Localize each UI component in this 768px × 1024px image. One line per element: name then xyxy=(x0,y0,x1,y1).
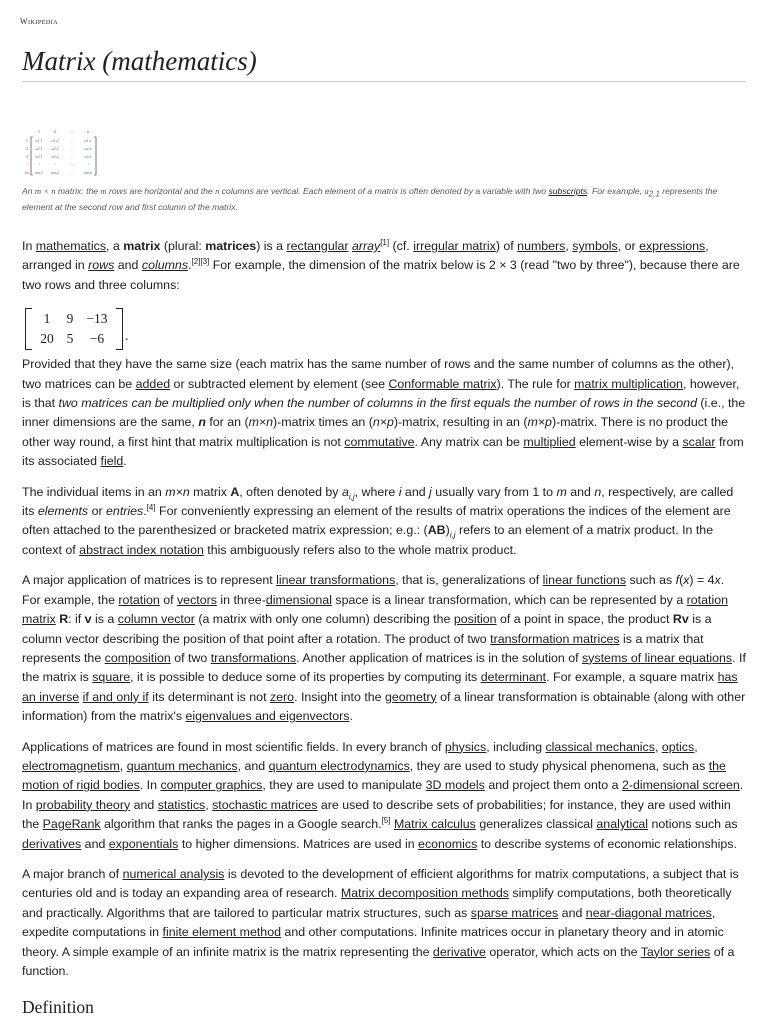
link-irregular-matrix[interactable]: irregular matrix xyxy=(413,239,496,253)
link-multiplied[interactable]: multiplied xyxy=(523,434,576,449)
link-columns[interactable]: columns xyxy=(141,258,189,273)
matrix-cell: 20 xyxy=(40,331,54,347)
entry-vdots-2: ⋮ xyxy=(53,162,57,167)
col-label-2: 2 xyxy=(53,129,57,134)
section-heading-definition[interactable]: Definition xyxy=(22,997,94,1018)
link-matrix-decomposition-methods[interactable]: Matrix decomposition methods xyxy=(340,886,509,901)
title-divider xyxy=(22,81,746,82)
intro-paragraph: In mathematics, a matrix (plural: matrices) is a rectangular array[1] (cf. irregular matrix) of numbers, symbols, or expressions, arranged in rows and columns.[2][3] For example, the dimension of the matrix below is 2 × 3 (read "two by three"), because there are two rows and three columns: xyxy=(22,237,740,292)
link-abstract-index-notation[interactable]: abstract index notation xyxy=(79,542,204,557)
link-near-diagonal-matrices[interactable]: near-diagonal matrices xyxy=(585,905,712,920)
matrix-cell: 1 xyxy=(43,311,51,327)
article-body xyxy=(22,237,746,1019)
entry-3-1: a3,1 xyxy=(35,154,43,159)
link-electromagnetism[interactable]: electromagnetism xyxy=(22,758,120,773)
link-2d-screen[interactable]: 2-dimensional screen xyxy=(621,778,740,793)
link-rectangular[interactable]: rectangular xyxy=(286,239,349,253)
link-economics[interactable]: economics xyxy=(418,836,478,851)
entry-3-2: a3,2 xyxy=(51,154,59,159)
link-numerical-analysis[interactable]: numerical analysis xyxy=(122,866,225,881)
link-mathematics[interactable]: mathematics xyxy=(35,239,107,253)
citation-4[interactable]: [4] xyxy=(146,502,156,512)
link-linear-transformations[interactable]: linear transformations xyxy=(276,573,396,588)
link-quantum-electrodynamics[interactable]: quantum electrodynamics xyxy=(268,758,410,773)
entry-1-n: a1,n xyxy=(84,138,92,143)
matrix-entries xyxy=(35,138,92,176)
link-composition[interactable]: composition xyxy=(104,650,171,665)
link-physics[interactable]: physics xyxy=(444,739,487,754)
left-bracket xyxy=(31,137,33,175)
link-finite-element-method[interactable]: finite element method xyxy=(162,925,281,940)
matrix-cell: 9 xyxy=(66,311,74,327)
entry-2-1: a2,1 xyxy=(35,146,43,151)
link-derivatives[interactable]: derivatives xyxy=(22,836,82,851)
link-statistics[interactable]: statistics xyxy=(157,797,206,812)
link-rows[interactable]: rows xyxy=(88,258,115,273)
link-if-and-only-if[interactable]: if and only if xyxy=(82,689,149,704)
citation-2-3[interactable]: [2][3] xyxy=(191,257,210,267)
entry-vdots-1: ⋮ xyxy=(37,162,41,167)
matrix-left-bracket xyxy=(25,308,32,350)
entry-2-dots: … xyxy=(70,146,74,151)
link-subscripts[interactable]: subscripts xyxy=(548,186,588,196)
col-label-n: n xyxy=(86,129,90,134)
matrix-period: . xyxy=(125,328,129,344)
link-geometry[interactable]: geometry xyxy=(385,689,437,704)
link-vectors[interactable]: vectors xyxy=(176,592,217,607)
link-computer-graphics[interactable]: computer graphics xyxy=(160,778,263,793)
matrix-right-bracket xyxy=(116,308,123,350)
entry-1-dots: … xyxy=(70,138,74,143)
matrix-cell: −6 xyxy=(89,331,105,347)
link-position[interactable]: position xyxy=(453,612,497,627)
page-title: Matrix (mathematics) xyxy=(22,46,257,76)
col-label-ellipsis: … xyxy=(69,129,75,134)
matrix-diagram-image[interactable] xyxy=(22,128,98,176)
link-taylor-series[interactable]: Taylor series xyxy=(640,944,711,959)
link-expressions[interactable]: expressions xyxy=(639,239,706,253)
link-derivative[interactable]: derivative xyxy=(432,944,486,959)
link-zero[interactable]: zero xyxy=(269,689,295,704)
entry-2-n: a2,n xyxy=(84,146,92,151)
elements-paragraph: The individual items in an m×n matrix A, often denoted by $a_{i,j}$, where i and j usually vary from 1 to m and n, respectively, are called its elements or entries.[4] For conveniently expressing an element of the results of matrix operations the indices of the element are often attached to the parenthesized or bracketed matrix expression; e.g.: $(AB)_{i,j}$ refers to an element of a matrix product. In the context of abstract index notation this ambiguously refers also to the whole matrix product. xyxy=(22,484,734,557)
link-matrix-calculus[interactable]: Matrix calculus xyxy=(393,817,476,832)
matrix-cell: 5 xyxy=(66,331,74,347)
link-symbols[interactable]: symbols xyxy=(572,239,618,253)
link-array[interactable]: array xyxy=(351,239,381,253)
link-3d-models[interactable]: 3D models xyxy=(425,778,485,793)
link-rigid-bodies[interactable]: the motion of rigid bodies xyxy=(22,758,726,793)
link-transformation-matrices[interactable]: transformation matrices xyxy=(490,631,620,646)
link-scalar[interactable]: scalar xyxy=(682,434,716,449)
row-label-vdots: ⋮ xyxy=(24,162,30,167)
link-rotation[interactable]: rotation xyxy=(118,592,160,607)
link-quantum-mechanics[interactable]: quantum mechanics xyxy=(126,758,238,773)
entry-vdots-n: ⋮ xyxy=(86,162,90,167)
link-classical-mechanics[interactable]: classical mechanics xyxy=(545,739,655,754)
matrix-cell: −13 xyxy=(86,311,108,327)
entry-m-dots: … xyxy=(70,170,74,175)
entry-3-dots: … xyxy=(70,154,74,159)
entry-1-1: a1,1 xyxy=(35,138,43,143)
applications-science-paragraph: Applications of matrices are found in most scientific fields. In every branch of physics, including classical mechanics, optics, electromagnetism, quantum mechanics, and quantum electrodynamics, they are used to study physical phenomena, such as the motion of rigid bodies. In computer graphics, they are used to manipulate 3D models and project them onto a 2-dimensional screen. In probability theory and statistics, stochastic matrices are used to describe sets of probabilities; for instance, they are used within the PageRank algorithm that ranks the pages in a Google search.[5] Matrix calculus generalizes classical analytical notions such as derivatives and exponentials to higher dimensions. Matrices are used in economics to describe systems of economic relationships. xyxy=(22,739,744,851)
link-rotation-matrix[interactable]: rotation matrix xyxy=(22,592,728,627)
link-sparse-matrices[interactable]: sparse matrices xyxy=(470,905,559,920)
link-added[interactable]: added xyxy=(135,376,171,391)
row-label-1: 1 xyxy=(25,138,29,143)
link-commutative[interactable]: commutative xyxy=(344,434,415,449)
row-label-2: 2 xyxy=(25,146,29,151)
link-pagerank[interactable]: PageRank xyxy=(42,817,101,832)
link-numbers[interactable]: numbers xyxy=(517,239,566,253)
link-stochastic-matrices[interactable]: stochastic matrices xyxy=(212,797,318,812)
entry-m-1: am,1 xyxy=(35,170,43,175)
figure-caption: An m × n matrix: the m rows are horizontal and the n columns are vertical. Each element of a matrix is often denoted by a variable with two subscripts. For example, $a_{2,1}$ represents the element at the second row and first column of the matrix. xyxy=(22,186,718,212)
link-linear-functions[interactable]: linear functions xyxy=(542,573,627,588)
link-optics[interactable]: optics xyxy=(661,739,695,754)
link-probability-theory[interactable]: probability theory xyxy=(35,797,131,812)
link-eigenvalues-and-eigenvectors[interactable]: eigenvalues and eigenvectors xyxy=(185,709,350,724)
right-bracket xyxy=(94,137,96,175)
row-label-3: 3 xyxy=(25,154,29,159)
applications-linear-paragraph: A major application of matrices is to represent linear transformations, that is, generalizations of linear functions such as f(x) = 4x. For example, the rotation of vectors in three-dimensional space is a linear transformation, which can be represented by a rotation matrix R: if v is a column vector (a matrix with only one column) describing the position of a point in space, the product Rv is a column vector describing the position of that point after a rotation. The product of two transformation matrices is a matrix that represents the composition of two transformations. Another application of matrices is in the solution of systems of linear equations. If the matrix is square, it is possible to deduce some of its properties by computing its determinant. For example, a square matrix has an inverse if and only if its determinant is not zero. Insight into the geometry of a linear transformation is obtainable (along with other information) from the matrix's eigenvalues and eigenvectors. xyxy=(22,573,746,724)
row-label-m: m xyxy=(25,170,29,175)
entry-1-2: a1,2 xyxy=(51,138,59,143)
link-matrix-multiplication[interactable]: matrix multiplication xyxy=(574,376,683,391)
link-exponentials[interactable]: exponentials xyxy=(108,836,179,851)
link-determinant[interactable]: determinant xyxy=(480,670,547,685)
entry-m-n: am,n xyxy=(84,170,92,175)
link-dimensional[interactable]: dimensional xyxy=(265,592,332,607)
link-conformable-matrix[interactable]: Conformable matrix xyxy=(388,376,497,391)
example-matrix xyxy=(25,306,746,352)
matrix-operations-paragraph: Provided that they have the same size (each matrix has the same number of rows and the same number of columns as the other), two matrices can be added or subtracted element by element (see Conformable matrix). The rule for matrix multiplication, however, is that two matrices can be multiplied only when the number of columns in the first equals the number of rows in the second (i.e., the inner dimensions are the same, n for an (m×n)-matrix times an (n×p)-matrix, resulting in an (m×p)-matrix. There is no product the other way round, a first hint that matrix multiplication is not commutative. Any matrix can be multiplied element-wise by a scalar from its associated field. xyxy=(22,357,746,469)
citation-1[interactable]: [1] xyxy=(380,237,390,247)
entry-ddots: ⋱ xyxy=(70,162,74,167)
entry-3-n: a3,n xyxy=(84,154,92,159)
link-field[interactable]: field xyxy=(100,454,124,469)
link-systems-of-linear-equations[interactable]: systems of linear equations xyxy=(581,650,733,665)
matrix-grid xyxy=(32,309,116,349)
citation-5[interactable]: [5] xyxy=(381,816,391,826)
link-has-an-inverse[interactable]: has an inverse xyxy=(22,670,738,704)
entry-m-2: am,2 xyxy=(51,170,59,175)
link-analytical[interactable]: analytical xyxy=(596,817,649,832)
link-square[interactable]: square xyxy=(92,670,131,685)
numerical-analysis-paragraph: A major branch of numerical analysis is devoted to the development of efficient algorithms for matrix computations, a subject that is centuries old and is today an expanding area of research. Matrix decomposition methods simplify computations, both theoretically and practically. Algorithms that are tailored to particular matrix structures, such as sparse matrices and near-diagonal matrices, expedite computations in finite element method and other computations. Infinite matrices occur in planetary theory and in atomic theory. A simple example of an infinite matrix is the matrix representing the derivative operator, which acts on the Taylor series of a function. xyxy=(22,866,739,978)
link-column-vector[interactable]: column vector xyxy=(117,612,195,627)
entry-2-2: a2,2 xyxy=(51,146,59,151)
wikipedia-wordmark[interactable]: Wikipedia xyxy=(20,17,59,26)
col-label-1: 1 xyxy=(37,129,41,134)
link-transformations[interactable]: transformations xyxy=(210,650,297,665)
